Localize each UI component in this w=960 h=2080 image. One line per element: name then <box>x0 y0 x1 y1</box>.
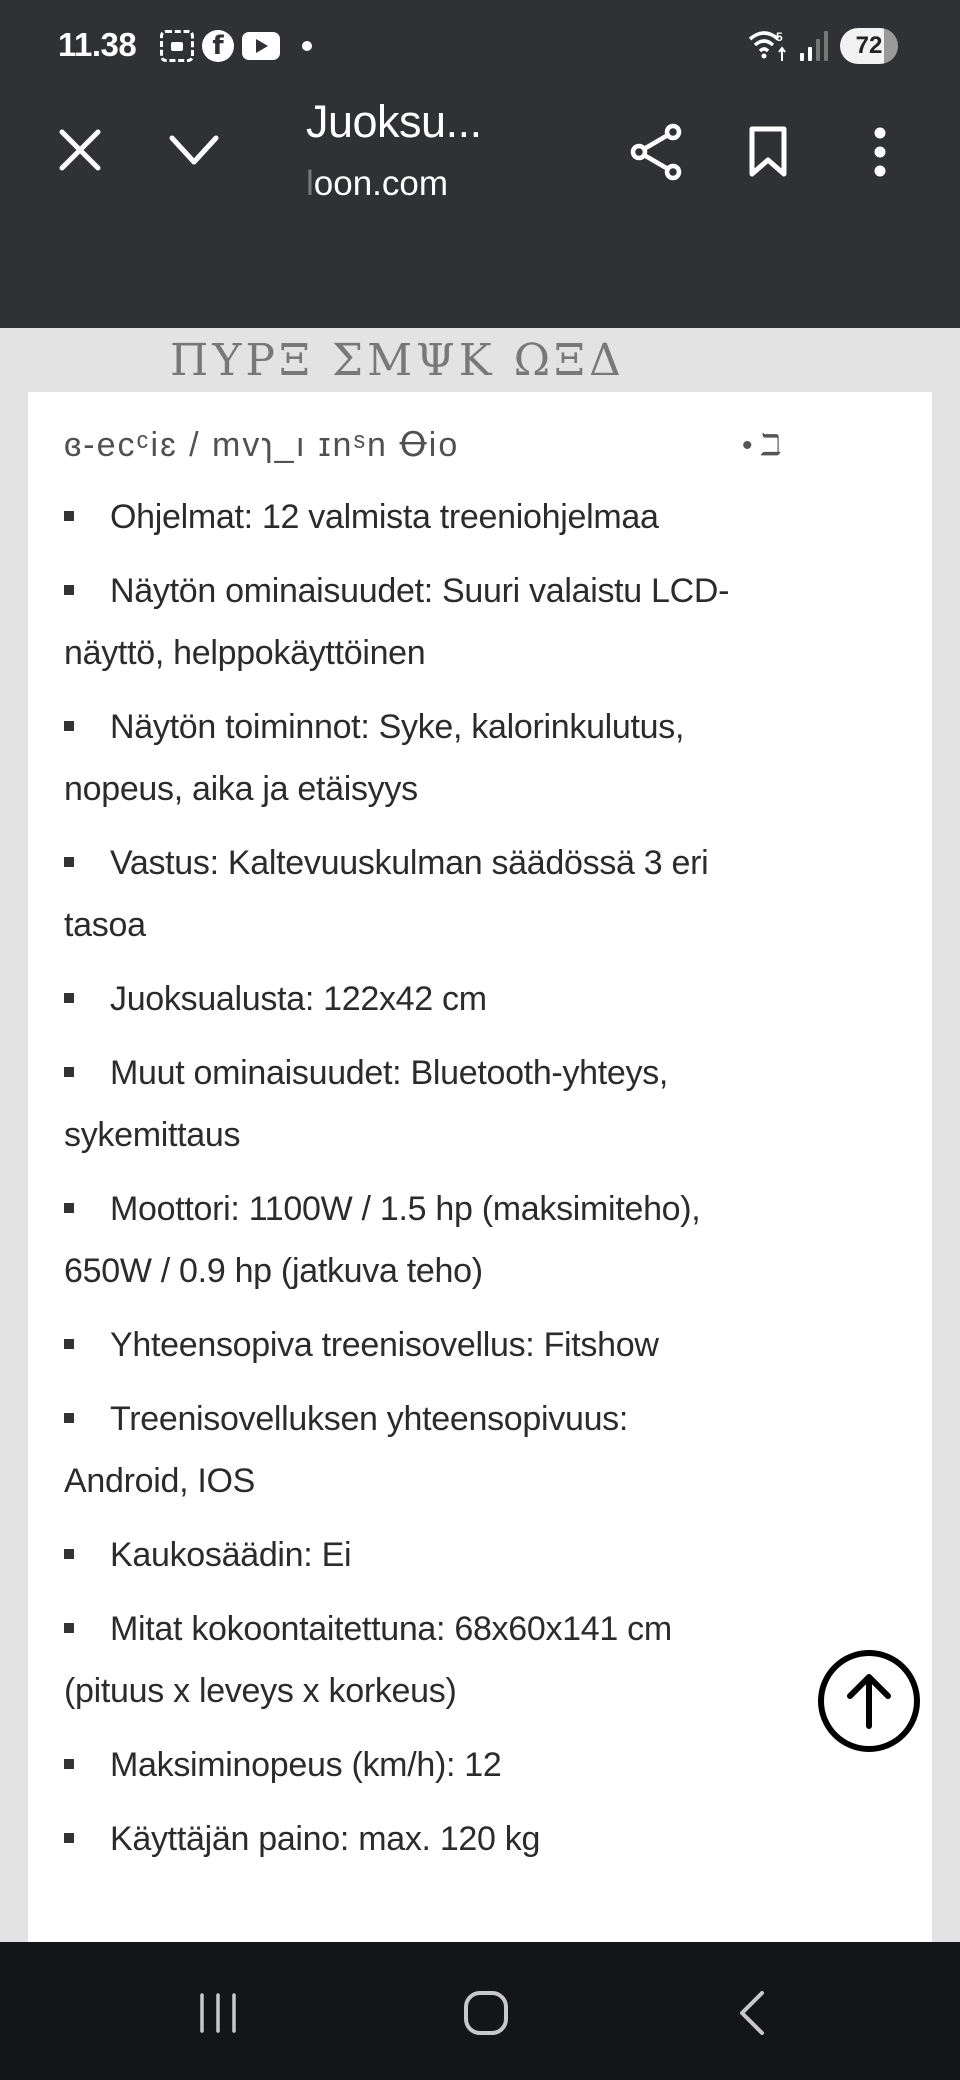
minimize-button[interactable] <box>158 114 230 186</box>
spec-item-other-features: Muut ominaisuudet: Bluetooth-yhteys, sykemittaus <box>64 1054 669 1154</box>
close-icon <box>58 128 102 172</box>
bullet-icon <box>64 585 74 595</box>
spec-item-display-features: Näytön ominaisuudet: Suuri valaistu LCD- näyttö, helppokäyttöinen <box>64 572 730 672</box>
wifi-icon <box>748 29 788 63</box>
bullet-icon <box>64 1339 74 1349</box>
spec-item-running-surface: Juoksualusta: 122x42 cm <box>64 968 804 1030</box>
spec-item-programs: Ohjelmat: 12 valmista treeniohjelmaa <box>64 486 804 548</box>
bullet-icon <box>64 1623 74 1633</box>
spec-item-compatible-app: Yhteensopiva treenisovellus: Fitshow <box>64 1314 804 1376</box>
youtube-icon <box>242 32 280 60</box>
notification-icons <box>160 30 312 62</box>
spec-item-remote: Kaukosäädin: Ei <box>64 1524 804 1586</box>
status-time: 11.38 <box>58 26 137 63</box>
spec-item-motor: Moottori: 1100W / 1.5 hp (maksimiteho), 650W / 0.9 hp (jatkuva teho) <box>64 1190 701 1290</box>
recents-icon <box>196 1991 240 2035</box>
bookmark-button[interactable] <box>732 116 804 188</box>
share-icon <box>629 123 683 181</box>
bullet-icon <box>64 1203 74 1213</box>
browser-chrome <box>0 0 960 328</box>
spec-item-folded-dimensions: Mitat kokoontaitettuna: 68x60x141 cm (pituus x leveys x korkeus) <box>64 1610 672 1710</box>
system-navigation-bar <box>0 1942 960 2080</box>
recents-button[interactable] <box>178 1978 258 2048</box>
bullet-icon <box>64 511 74 521</box>
spec-item-resistance: Vastus: Kaltevuuskulman säädössä 3 eri tasoa <box>64 844 709 944</box>
spec-list <box>64 486 804 1882</box>
bullet-icon <box>64 1413 74 1423</box>
status-bar <box>0 0 960 96</box>
back-button[interactable] <box>712 1978 792 2048</box>
bullet-icon <box>64 1067 74 1077</box>
back-icon <box>736 1989 768 2037</box>
share-button[interactable] <box>620 116 692 188</box>
page-title: Juoksu... <box>306 96 482 147</box>
system-icons <box>748 28 898 64</box>
notification-dot-icon <box>302 41 312 51</box>
page-domain: loon.com <box>306 164 449 203</box>
facebook-icon: f <box>202 30 234 62</box>
svg-text:5: 5 <box>776 30 783 44</box>
screenshot-icon <box>160 30 194 62</box>
custom-tab-toolbar <box>0 96 960 216</box>
more-options-button[interactable] <box>844 116 916 188</box>
close-button[interactable] <box>44 114 116 186</box>
bullet-icon <box>64 1833 74 1843</box>
spec-item-display-functions: Näytön toiminnot: Syke, kalorinkulutus, nopeus, aika ja etäisyys <box>64 708 685 808</box>
page-heading-garbled: ΠΥΡΞ ΣΜΨΚ ΩΞΔ <box>170 335 625 386</box>
cell-signal-icon <box>800 31 828 61</box>
bullet-icon <box>64 993 74 1003</box>
section-title-garbled: ɞ-ecᶜiɛ / mvɿ_ı ɪnˢn Ꝋio <box>64 426 460 464</box>
home-button[interactable] <box>446 1978 526 2048</box>
arrow-up-icon <box>844 1672 894 1730</box>
home-icon <box>462 1989 510 2037</box>
scroll-to-top-button[interactable] <box>818 1650 920 1752</box>
bullet-icon <box>64 857 74 867</box>
section-marker-garbled: • ℶ <box>742 429 782 462</box>
bookmark-icon <box>748 126 788 178</box>
chevron-down-icon <box>168 132 220 168</box>
battery-indicator: 72 <box>840 28 898 64</box>
bullet-icon <box>64 721 74 731</box>
more-vert-icon <box>873 127 887 177</box>
bullet-icon <box>64 1759 74 1769</box>
bullet-icon <box>64 1549 74 1559</box>
spec-item-max-speed: Maksiminopeus (km/h): 12 <box>64 1734 804 1796</box>
spec-item-max-user-weight: Käyttäjän paino: max. 120 kg <box>64 1808 804 1870</box>
spec-item-app-compatibility: Treenisovelluksen yhteensopivuus: Android, IOS <box>64 1400 629 1500</box>
